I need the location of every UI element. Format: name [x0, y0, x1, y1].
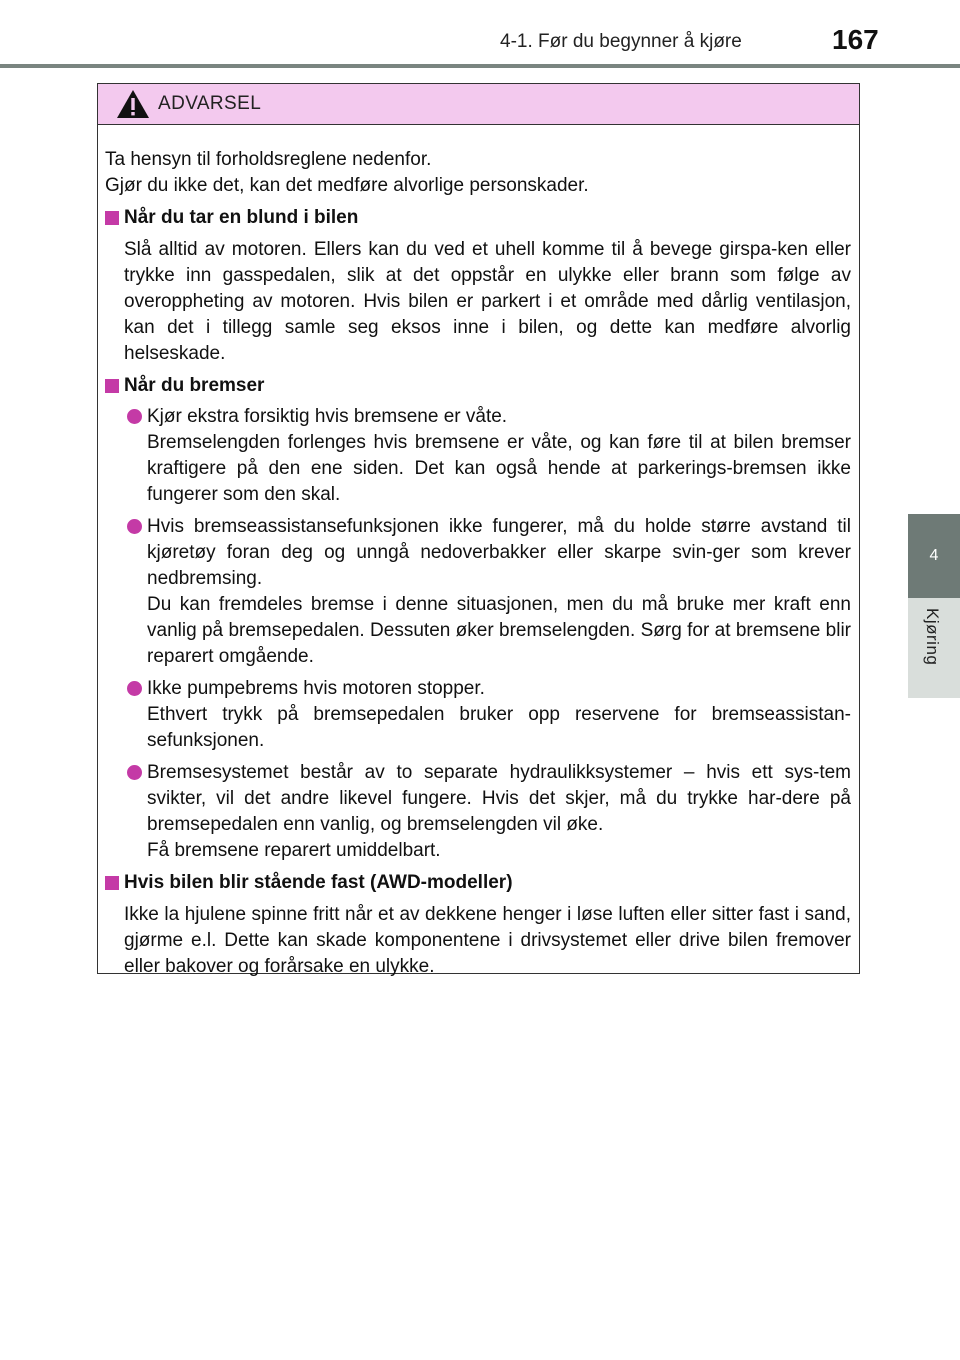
- list-item-line: Få bremsene reparert umiddelbart.: [147, 840, 441, 861]
- section-stuck: [105, 870, 851, 980]
- warning-box: [97, 83, 860, 977]
- list-item-line: Ethvert trykk på bremsepedalen bruker opp reservene for bremseassistan-sefunksjonen.: [147, 704, 851, 751]
- chapter-tab-label-text: Kjøring: [923, 608, 942, 666]
- header-divider: [0, 64, 960, 68]
- section-heading: [105, 373, 851, 399]
- section-title: 4-1. Før du begynner å kjøre: [500, 31, 742, 52]
- list-item: [105, 676, 851, 754]
- list-item: [105, 404, 851, 508]
- intro-line: Gjør du ikke det, kan det medføre alvorlige personskader.: [105, 175, 589, 196]
- section-heading-text: Når du bremser: [124, 375, 265, 396]
- warning-intro: [105, 147, 851, 199]
- warning-header: [98, 84, 859, 125]
- warning-triangle-icon: [116, 89, 150, 119]
- square-bullet-icon: [105, 211, 119, 225]
- list-item-text: [147, 760, 851, 864]
- circle-bullet-icon: [127, 519, 142, 534]
- section-heading-text: Hvis bilen blir stående fast (AWD-modeller): [124, 872, 513, 893]
- section-braking: [105, 373, 851, 864]
- chapter-tab-label: [908, 598, 960, 698]
- list-item-line: Bremselengden forlenges hvis bremsene er våte, og kan føre til at bilen bremser kraftigere på den ene siden. Det kan også hende at parkerings-bremsen ikke fungerer som den skal.: [147, 432, 851, 505]
- section-text: Slå alltid av motoren. Ellers kan du ved et uhell komme til å bevege girspa-ken eller trykke inn gasspedalen, slik at det oppstår en ulykke eller brann som følge av overoppheting av motoren. Hvis bilen er parkert i et område med dårlig ventilasjon, kan det i tillegg samle seg eksos inne i bilen, og dette kan medføre alvorlig helseskade.: [124, 239, 851, 364]
- warning-body: [98, 125, 859, 980]
- warning-title: ADVARSEL: [158, 93, 262, 114]
- section-heading-text: Når du tar en blund i bilen: [124, 207, 359, 228]
- section-nap: [105, 205, 851, 367]
- list-item-line: Du kan fremdeles bremse i denne situasjonen, men du må bruke mer kraft enn vanlig på bremsepedalen. Dessuten øker bremselengden. Sørg for at bremsene blir reparert omgående.: [147, 594, 851, 667]
- section-heading: [105, 205, 851, 231]
- square-bullet-icon: [105, 876, 119, 890]
- list-item-text: [147, 514, 851, 670]
- circle-bullet-icon: [127, 765, 142, 780]
- list-item-line: Ikke pumpebrems hvis motoren stopper.: [147, 678, 485, 699]
- chapter-tab-number: 4: [908, 514, 960, 598]
- page-number: 167: [832, 24, 879, 55]
- section-heading: [105, 870, 851, 896]
- bullet-list: [105, 404, 851, 864]
- square-bullet-icon: [105, 379, 119, 393]
- section-text: Ikke la hjulene spinne fritt når et av dekkene henger i løse luften eller sitter fast i sand, gjørme e.l. Dette kan skade komponentene i drivsystemet eller drive bilen fremover eller bakover og forårsake en ulykke.: [124, 904, 851, 977]
- list-item-text: [147, 676, 851, 754]
- list-item-line: Kjør ekstra forsiktig hvis bremsene er våte.: [147, 406, 508, 427]
- list-item: [105, 760, 851, 864]
- list-item: [105, 514, 851, 670]
- list-item-line: Bremsesystemet består av to separate hydraulikksystemer – hvis ett sys-tem svikter, vil det andre likevel fungere. Hvis det skjer, må du trykke har-dere på bremsepedalen enn vanlig, og bremselengden vil øke.: [147, 762, 851, 835]
- intro-line: Ta hensyn til forholdsreglene nedenfor.: [105, 149, 432, 170]
- circle-bullet-icon: [127, 409, 142, 424]
- circle-bullet-icon: [127, 681, 142, 696]
- list-item-line: Hvis bremseassistansefunksjonen ikke fungerer, må du holde større avstand til kjøretøy foran deg og unngå nedoverbakker eller skarpe svin-ger som krever nedbremsing.: [147, 516, 851, 589]
- list-item-text: [147, 404, 851, 508]
